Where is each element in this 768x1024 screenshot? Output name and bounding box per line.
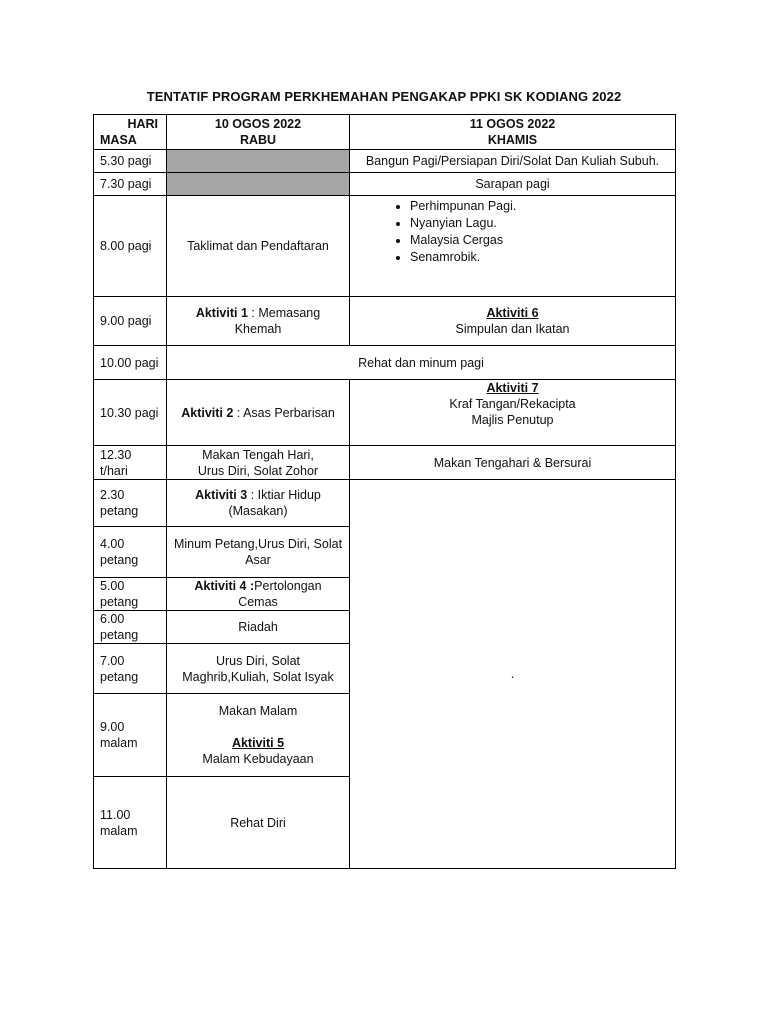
activity-separator: : — [247, 488, 258, 502]
activity-label: Aktiviti 3 — [195, 488, 248, 502]
day1-cell: Minum Petang,Urus Diri, Solat Asar — [167, 527, 350, 578]
header-day1-date: 10 OGOS 2022 — [214, 117, 302, 131]
day2-empty-cell — [350, 480, 676, 869]
time-cell: 5.00 petang — [94, 578, 167, 611]
day1-cell — [167, 480, 350, 527]
empty-mark: . — [510, 667, 515, 681]
time-cell: 12.30 t/hari — [94, 446, 167, 480]
table-row — [94, 346, 676, 380]
activity-label: Aktiviti 5 — [231, 736, 285, 750]
day2-cell — [350, 196, 676, 297]
day1-cell — [167, 380, 350, 446]
activity-label: Aktiviti 6 — [486, 306, 539, 320]
morning-activity-list — [356, 198, 669, 266]
activity-text: Iktiar Hidup (Masakan) — [228, 488, 321, 518]
schedule-table — [93, 114, 676, 869]
activity-label: Aktiviti 7 — [486, 381, 539, 395]
header-hari: HARI — [127, 117, 158, 131]
day2-cell: Sarapan pagi — [350, 173, 676, 196]
day1-cell — [167, 694, 350, 777]
header-day2-date: 11 OGOS 2022 — [469, 117, 556, 131]
activity-text: Asas Perbarisan — [243, 405, 335, 420]
time-cell: 10.00 pagi — [94, 346, 167, 380]
activity-label: Aktiviti 2 — [181, 405, 234, 420]
activity-text: Majlis Penutup — [471, 413, 554, 427]
time-cell: 4.00 petang — [94, 527, 167, 578]
table-row — [94, 480, 676, 527]
table-row — [94, 173, 676, 196]
shaded-empty-cell — [167, 150, 350, 173]
activity-text: Makan Tengah Hari, — [202, 447, 314, 462]
activity-text: Memasang Khemah — [234, 306, 321, 336]
table-row — [94, 196, 676, 297]
day1-cell: Rehat Diri — [167, 777, 350, 869]
shaded-empty-cell — [167, 173, 350, 196]
time-cell: 7.30 pagi — [94, 173, 167, 196]
day1-cell — [167, 297, 350, 346]
time-cell: 5.30 pagi — [94, 150, 167, 173]
time-cell: 6.00 petang — [94, 611, 167, 644]
activity-text: Kraf Tangan/Rekacipta — [449, 397, 576, 411]
day1-cell — [167, 446, 350, 480]
header-day2-name: KHAMIS — [487, 133, 538, 147]
day1-cell: Taklimat dan Pendaftaran — [167, 196, 350, 297]
time-cell: 2.30 petang — [94, 480, 167, 527]
activity-label: Aktiviti 1 — [195, 306, 248, 320]
time-cell: 9.00 malam — [94, 694, 167, 777]
day1-cell: Urus Diri, Solat Maghrib,Kuliah, Solat Isyak — [167, 644, 350, 694]
list-item: • Senamrobik. — [410, 249, 669, 266]
activity-text: Urus Diri, Solat Zohor — [197, 463, 319, 478]
activity-text: Makan Malam — [218, 704, 298, 718]
day1-cell — [167, 578, 350, 611]
day2-cell: Bangun Pagi/Persiapan Diri/Solat Dan Kuliah Subuh. — [350, 150, 676, 173]
time-cell: 10.30 pagi — [94, 380, 167, 446]
activity-label: Aktiviti 4 — [194, 579, 247, 593]
header-masa: MASA — [100, 133, 137, 147]
activity-text: Pertolongan Cemas — [238, 579, 322, 609]
time-cell: 8.00 pagi — [94, 196, 167, 297]
table-row — [94, 446, 676, 480]
header-day1-name: RABU — [239, 133, 277, 147]
list-item: • Malaysia Cergas — [410, 232, 669, 249]
merged-cell: Rehat dan minum pagi — [167, 346, 676, 380]
list-item: • Nyanyian Lagu. — [410, 215, 669, 232]
list-item: • Perhimpunan Pagi. — [410, 198, 669, 215]
time-cell: 9.00 pagi — [94, 297, 167, 346]
header-hari-masa-cell — [94, 115, 167, 150]
activity-separator: : — [247, 306, 259, 320]
activity-text: Simpulan dan Ikatan — [455, 322, 570, 336]
activity-separator: : — [246, 579, 255, 593]
header-day1 — [167, 115, 350, 150]
page-title: TENTATIF PROGRAM PERKHEMAHAN PENGAKAP PPKI SK KODIANG 2022 — [146, 89, 622, 104]
time-cell: 11.00 malam — [94, 777, 167, 869]
day1-cell: Riadah — [167, 611, 350, 644]
table-row — [94, 380, 676, 446]
time-cell: 7.00 petang — [94, 644, 167, 694]
activity-text: Malam Kebudayaan — [202, 752, 314, 766]
header-row — [94, 115, 676, 150]
activity-separator: : — [233, 405, 244, 420]
header-day2 — [350, 115, 676, 150]
table-row — [94, 297, 676, 346]
table-row — [94, 150, 676, 173]
day2-cell: Makan Tengahari & Bersurai — [350, 446, 676, 480]
day2-cell — [350, 297, 676, 346]
day2-cell — [350, 380, 676, 446]
